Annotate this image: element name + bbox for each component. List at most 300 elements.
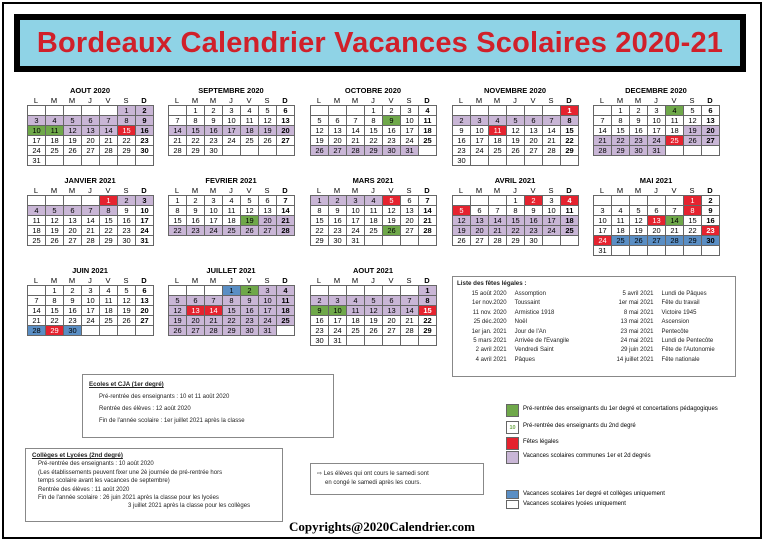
day-cell	[46, 106, 64, 116]
day-cell: 7	[347, 116, 365, 126]
day-cell: 14	[543, 126, 561, 136]
day-cell: 23	[329, 226, 347, 236]
weekday-label: V	[105, 276, 111, 285]
day-cell: 20	[383, 316, 401, 326]
weekday-label: L	[316, 276, 322, 285]
month-calendar	[168, 176, 294, 236]
day-cell: 4	[46, 116, 64, 126]
day-cell: 2	[383, 106, 401, 116]
day-cell: 31	[401, 146, 419, 156]
fete-date: 8 mai 2021	[623, 309, 654, 316]
weekday-header	[27, 276, 153, 285]
day-cell	[561, 236, 579, 246]
day-cell: 15	[311, 216, 329, 226]
day-cell: 18	[347, 316, 365, 326]
weekday-label: J	[371, 186, 375, 195]
day-cell: 9	[453, 126, 471, 136]
day-cell: 12	[241, 206, 259, 216]
month-grid	[27, 285, 154, 336]
day-cell: 6	[702, 106, 720, 116]
month-title: JANVIER 2021	[64, 176, 116, 185]
week-row	[169, 306, 295, 316]
day-cell: 30	[453, 156, 471, 166]
day-cell	[118, 326, 136, 336]
weekday-label: D	[424, 276, 430, 285]
month-title: JUIN 2021	[72, 266, 108, 275]
day-cell: 5	[241, 196, 259, 206]
day-cell	[241, 146, 259, 156]
day-cell: 22	[187, 136, 205, 146]
day-cell: 9	[525, 206, 543, 216]
day-cell: 2	[630, 106, 648, 116]
day-cell: 7	[277, 196, 295, 206]
week-row	[594, 216, 720, 226]
fete-row	[457, 299, 731, 308]
ecoles-line: Rentrée des élèves : 12 août 2020	[99, 406, 191, 412]
fete-name: Victoire 1945	[661, 309, 697, 316]
week-row	[169, 146, 295, 156]
day-cell	[136, 326, 154, 336]
week-row	[311, 306, 437, 316]
fete-date: 29 juin 2021	[620, 347, 654, 354]
day-cell	[329, 106, 347, 116]
day-cell	[347, 286, 365, 296]
day-cell: 15	[612, 126, 630, 136]
week-row	[169, 206, 295, 216]
day-cell: 22	[100, 226, 118, 236]
day-cell: 24	[205, 226, 223, 236]
day-cell	[471, 106, 489, 116]
day-cell: 19	[383, 216, 401, 226]
day-cell: 25	[277, 316, 295, 326]
fete-row	[457, 346, 731, 355]
day-cell: 10	[28, 126, 46, 136]
day-cell: 17	[347, 216, 365, 226]
day-cell: 13	[471, 216, 489, 226]
week-row	[169, 216, 295, 226]
day-cell: 6	[525, 116, 543, 126]
day-cell: 21	[489, 226, 507, 236]
day-cell: 4	[419, 106, 437, 116]
day-cell: 26	[311, 146, 329, 156]
day-cell: 17	[594, 226, 612, 236]
week-row	[453, 146, 579, 156]
day-cell: 18	[419, 126, 437, 136]
weekday-label: D	[566, 96, 572, 105]
day-cell: 25	[46, 146, 64, 156]
day-cell: 13	[277, 116, 295, 126]
day-cell: 23	[630, 136, 648, 146]
day-cell	[401, 336, 419, 346]
day-cell: 12	[259, 116, 277, 126]
day-cell: 21	[100, 136, 118, 146]
fete-name: Lundi de Pâques	[661, 291, 707, 297]
week-row	[594, 106, 720, 116]
day-cell: 16	[136, 126, 154, 136]
week-row	[28, 126, 154, 136]
day-cell: 28	[82, 236, 100, 246]
day-cell: 11	[561, 206, 579, 216]
day-cell: 21	[347, 136, 365, 146]
day-cell: 14	[401, 306, 419, 316]
day-cell: 20	[401, 216, 419, 226]
weekday-header	[27, 186, 153, 195]
month-title: OCTOBRE 2020	[344, 86, 402, 95]
day-cell	[666, 246, 684, 256]
day-cell: 5	[311, 116, 329, 126]
day-cell	[525, 156, 543, 166]
samedi-note-box	[310, 463, 484, 495]
weekday-label: D	[141, 276, 147, 285]
month-grid	[168, 285, 295, 336]
day-cell: 9	[329, 206, 347, 216]
day-cell	[64, 196, 82, 206]
weekday-header	[452, 96, 578, 105]
day-cell: 30	[702, 236, 720, 246]
legend-text: Vacances scolaires lycées uniquement	[523, 501, 626, 507]
day-cell: 23	[702, 226, 720, 236]
week-row	[28, 216, 154, 226]
day-cell	[100, 156, 118, 166]
day-cell: 27	[64, 236, 82, 246]
legend-text: Vacances scolaires communes 1er et 2d degrés	[523, 453, 651, 459]
day-cell: 14	[347, 126, 365, 136]
day-cell	[684, 246, 702, 256]
day-cell	[100, 326, 118, 336]
day-cell: 29	[419, 326, 437, 336]
day-cell	[64, 106, 82, 116]
day-cell: 18	[28, 226, 46, 236]
month-title: SEPTEMBRE 2020	[198, 86, 264, 95]
week-row	[453, 106, 579, 116]
day-cell: 23	[187, 226, 205, 236]
day-cell: 3	[136, 196, 154, 206]
day-cell: 30	[630, 146, 648, 156]
day-cell: 9	[136, 116, 154, 126]
samedi-note-line: en congé le samedi après les cours.	[325, 480, 422, 486]
day-cell: 16	[118, 216, 136, 226]
weekday-label: V	[246, 186, 252, 195]
day-cell	[383, 286, 401, 296]
day-cell: 14	[82, 216, 100, 226]
day-cell: 10	[259, 296, 277, 306]
month-calendar	[310, 176, 436, 246]
fete-name: Lundi de Pentecôte	[661, 338, 714, 345]
day-cell	[594, 106, 612, 116]
fete-name: Noël	[514, 319, 527, 326]
day-cell: 19	[64, 136, 82, 146]
weekday-label: D	[141, 96, 147, 105]
day-cell: 12	[311, 126, 329, 136]
week-row	[311, 236, 437, 246]
day-cell: 6	[329, 116, 347, 126]
day-cell: 30	[205, 146, 223, 156]
weekday-label: J	[654, 96, 658, 105]
day-cell	[259, 146, 277, 156]
week-row	[311, 216, 437, 226]
day-cell: 5	[630, 206, 648, 216]
day-cell	[489, 156, 507, 166]
fete-name: Vendredi Saint	[514, 347, 554, 354]
day-cell: 11	[277, 296, 295, 306]
day-cell: 29	[100, 236, 118, 246]
day-cell: 28	[419, 226, 437, 236]
day-cell: 29	[118, 146, 136, 156]
day-cell: 24	[82, 316, 100, 326]
day-cell: 17	[259, 306, 277, 316]
month-grid	[452, 195, 579, 246]
day-cell: 5	[365, 296, 383, 306]
weekday-label: L	[316, 96, 322, 105]
day-cell: 16	[702, 216, 720, 226]
week-row	[28, 226, 154, 236]
day-cell: 16	[453, 136, 471, 146]
day-cell: 5	[259, 106, 277, 116]
weekday-label: S	[689, 186, 695, 195]
week-row	[311, 136, 437, 146]
day-cell: 16	[187, 216, 205, 226]
day-cell: 17	[471, 136, 489, 146]
day-cell: 13	[383, 306, 401, 316]
day-cell	[489, 196, 507, 206]
day-cell	[28, 286, 46, 296]
colleges-line: temps scolaire avant les vacances de septembre)	[38, 478, 170, 485]
day-cell: 4	[241, 106, 259, 116]
day-cell: 29	[365, 146, 383, 156]
week-row	[169, 286, 295, 296]
weekday-label: L	[458, 96, 464, 105]
fete-date: 2 avril 2021	[475, 347, 507, 354]
day-cell: 21	[82, 226, 100, 236]
day-cell: 31	[594, 246, 612, 256]
day-cell	[64, 156, 82, 166]
day-cell	[612, 246, 630, 256]
day-cell: 16	[64, 306, 82, 316]
fetes-legales-box	[452, 276, 736, 377]
day-cell: 3	[205, 196, 223, 206]
day-cell: 9	[383, 116, 401, 126]
month-calendar	[310, 86, 436, 156]
day-cell: 1	[612, 106, 630, 116]
ecoles-line: Fin de l'année scolaire : 1er juillet 2021 après la classe	[99, 418, 245, 424]
day-cell: 26	[118, 316, 136, 326]
week-row	[28, 316, 154, 326]
day-cell: 26	[365, 326, 383, 336]
day-cell	[311, 286, 329, 296]
weekday-header	[593, 96, 719, 105]
day-cell: 30	[64, 326, 82, 336]
day-cell: 4	[277, 286, 295, 296]
day-cell: 8	[684, 206, 702, 216]
day-cell: 1	[46, 286, 64, 296]
day-cell: 27	[401, 226, 419, 236]
fete-name: Jour de l'An	[514, 328, 547, 335]
month-calendar	[452, 176, 578, 246]
day-cell: 18	[223, 216, 241, 226]
fete-date: 25 déc.2020	[473, 319, 507, 326]
day-cell: 5	[453, 206, 471, 216]
day-cell: 1	[169, 196, 187, 206]
weekday-label: M	[209, 186, 217, 195]
day-cell: 26	[169, 326, 187, 336]
month-grid	[593, 105, 720, 156]
month-title: MARS 2021	[352, 176, 394, 185]
copyright: Copyrights@2020Calendrier.com	[288, 519, 476, 534]
fete-date: 1er nov.2020	[472, 300, 507, 307]
day-cell: 1	[684, 196, 702, 206]
day-cell: 3	[471, 116, 489, 126]
weekday-label: V	[530, 186, 536, 195]
day-cell: 18	[561, 216, 579, 226]
weekday-label: L	[174, 276, 180, 285]
day-cell: 23	[118, 226, 136, 236]
day-cell: 26	[383, 226, 401, 236]
day-cell: 12	[630, 216, 648, 226]
fete-date: 11 nov. 2020	[472, 309, 507, 316]
day-cell: 9	[702, 206, 720, 216]
day-cell: 11	[612, 216, 630, 226]
day-cell: 19	[365, 316, 383, 326]
day-cell: 24	[401, 136, 419, 146]
day-cell: 21	[277, 216, 295, 226]
day-cell: 30	[525, 236, 543, 246]
day-cell: 17	[28, 136, 46, 146]
weekday-label: M	[616, 186, 624, 195]
day-cell: 11	[28, 216, 46, 226]
weekday-label: J	[371, 276, 375, 285]
day-cell: 4	[223, 196, 241, 206]
weekday-label: L	[174, 186, 180, 195]
day-cell: 29	[187, 146, 205, 156]
day-cell: 12	[46, 216, 64, 226]
day-cell: 19	[259, 126, 277, 136]
day-cell: 28	[28, 326, 46, 336]
day-cell: 7	[82, 206, 100, 216]
day-cell: 13	[525, 126, 543, 136]
day-cell: 20	[259, 216, 277, 226]
weekday-header	[310, 96, 436, 105]
day-cell: 23	[383, 136, 401, 146]
day-cell: 15	[561, 126, 579, 136]
day-cell: 6	[277, 106, 295, 116]
weekday-label: V	[246, 96, 252, 105]
day-cell: 4	[365, 196, 383, 206]
day-cell	[648, 246, 666, 256]
month-title: MAI 2021	[639, 176, 673, 185]
day-cell: 6	[136, 286, 154, 296]
fetes-list	[457, 290, 731, 365]
weekday-label: S	[123, 186, 129, 195]
day-cell: 14	[594, 126, 612, 136]
day-cell: 21	[419, 216, 437, 226]
day-cell: 5	[118, 286, 136, 296]
day-cell: 2	[187, 196, 205, 206]
month-calendar	[27, 86, 153, 166]
day-cell: 22	[507, 226, 525, 236]
day-cell: 18	[277, 306, 295, 316]
day-cell: 8	[311, 206, 329, 216]
weekday-label: M	[351, 276, 359, 285]
day-cell	[471, 156, 489, 166]
day-cell	[277, 326, 295, 336]
week-row	[169, 196, 295, 206]
day-cell: 29	[223, 326, 241, 336]
day-cell: 22	[612, 136, 630, 146]
day-cell: 11	[241, 116, 259, 126]
day-cell: 25	[612, 236, 630, 246]
day-cell: 17	[82, 306, 100, 316]
day-cell: 23	[311, 326, 329, 336]
month-grid	[310, 195, 437, 246]
day-cell: 14	[666, 216, 684, 226]
weekday-label: S	[123, 276, 129, 285]
fete-name: Fête nationale	[661, 356, 700, 363]
day-cell	[401, 236, 419, 246]
weekday-label: J	[654, 186, 658, 195]
day-cell: 19	[311, 136, 329, 146]
day-cell: 6	[471, 206, 489, 216]
day-cell: 9	[187, 206, 205, 216]
weekday-header	[27, 96, 153, 105]
fete-date: 1er mai 2021	[618, 300, 654, 307]
day-cell: 7	[543, 116, 561, 126]
weekday-label: J	[513, 186, 517, 195]
day-cell: 22	[46, 316, 64, 326]
legend-item	[506, 404, 726, 417]
day-cell	[118, 156, 136, 166]
weekday-label: M	[191, 186, 199, 195]
month-calendar	[27, 266, 153, 336]
week-row	[311, 226, 437, 236]
day-cell	[684, 146, 702, 156]
weekday-label: M	[333, 276, 341, 285]
day-cell: 20	[525, 136, 543, 146]
weekday-label: D	[707, 96, 713, 105]
month-title: FEVRIER 2021	[205, 176, 257, 185]
month-grid	[593, 195, 720, 256]
day-cell: 3	[82, 286, 100, 296]
day-cell: 15	[187, 126, 205, 136]
day-cell: 21	[543, 136, 561, 146]
day-cell: 27	[82, 146, 100, 156]
weekday-label: J	[88, 276, 92, 285]
day-cell: 9	[205, 116, 223, 126]
day-cell: 18	[100, 306, 118, 316]
week-row	[594, 226, 720, 236]
month-title: AOUT 2021	[352, 266, 394, 275]
day-cell: 10	[543, 206, 561, 216]
day-cell: 24	[28, 146, 46, 156]
day-cell	[648, 196, 666, 206]
day-cell: 25	[489, 146, 507, 156]
weekday-label: V	[105, 186, 111, 195]
week-row	[169, 116, 295, 126]
day-cell: 27	[471, 236, 489, 246]
day-cell: 26	[630, 236, 648, 246]
day-cell: 13	[648, 216, 666, 226]
day-cell: 12	[169, 306, 187, 316]
fete-name: Pentecôte	[661, 328, 689, 335]
week-row	[453, 136, 579, 146]
day-cell: 5	[64, 116, 82, 126]
day-cell: 20	[471, 226, 489, 236]
day-cell: 22	[311, 226, 329, 236]
day-cell: 9	[118, 206, 136, 216]
day-cell: 5	[46, 206, 64, 216]
day-cell: 18	[666, 126, 684, 136]
day-cell: 14	[100, 126, 118, 136]
weekday-header	[168, 276, 294, 285]
